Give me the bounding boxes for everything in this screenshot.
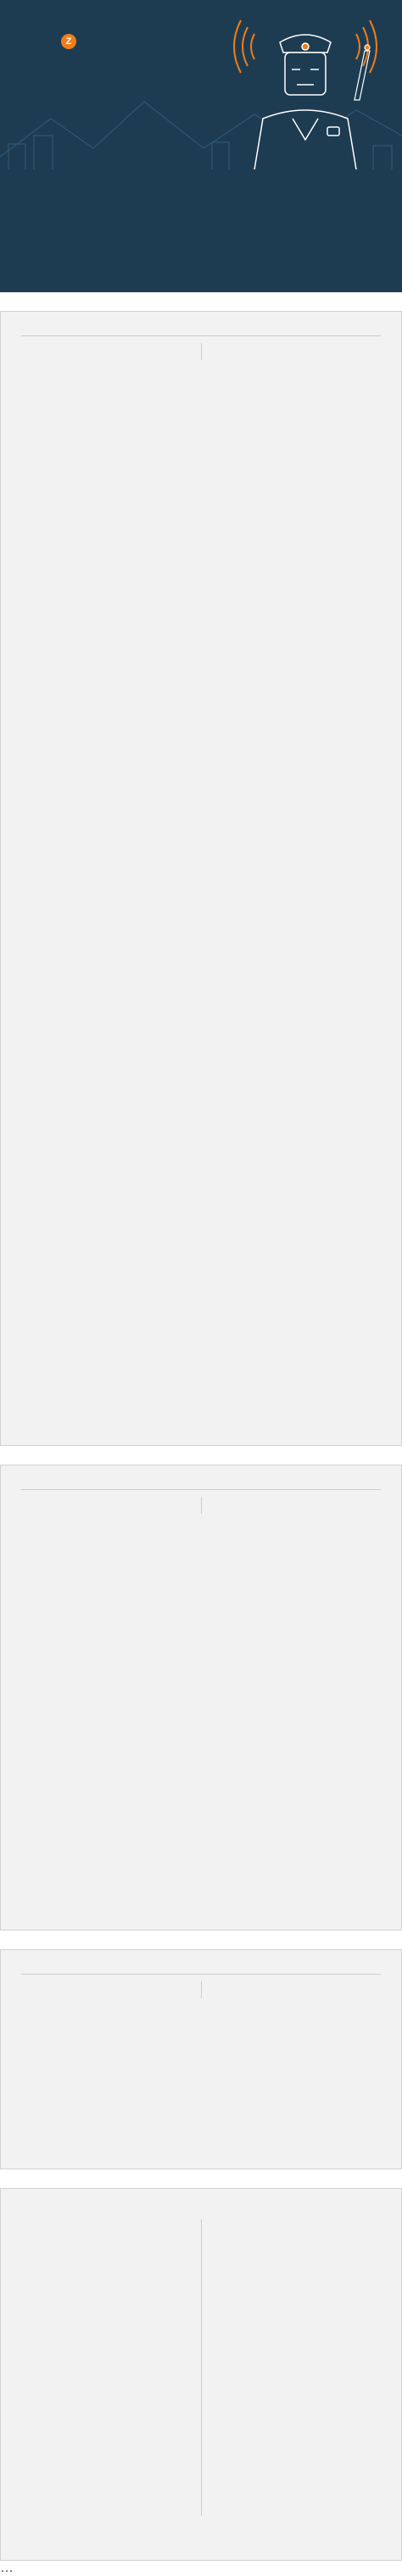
- column-header: [21, 343, 187, 357]
- code-signals-right-column: [215, 1981, 381, 1998]
- z-logo-icon: Z: [61, 34, 76, 49]
- officer-illustration: [0, 0, 402, 169]
- column-header: [215, 1981, 381, 1995]
- ten-codes-right-column: [215, 343, 381, 360]
- eleven-codes-left-column: [21, 1497, 187, 1514]
- eleven-codes-right-column: [215, 1497, 381, 1514]
- column-header: [215, 1497, 381, 1510]
- intro-paragraph: [0, 169, 402, 292]
- column-header: [215, 343, 381, 357]
- hero-banner: [0, 0, 402, 169]
- civilian-alphabet: [28, 2219, 194, 2516]
- ten-codes-left-column: [21, 343, 187, 360]
- ten-codes-section: [0, 311, 402, 1446]
- column-header: [21, 1497, 187, 1510]
- military-alphabet: [208, 2219, 374, 2516]
- eleven-codes-section: [0, 1465, 402, 1931]
- phonetic-alphabet-section: [0, 2188, 402, 2561]
- code-signals-left-column: [21, 1981, 187, 1998]
- code-signals-section: [0, 1949, 402, 2169]
- column-header: [21, 1981, 187, 1995]
- brand-logo[interactable]: [61, 34, 81, 49]
